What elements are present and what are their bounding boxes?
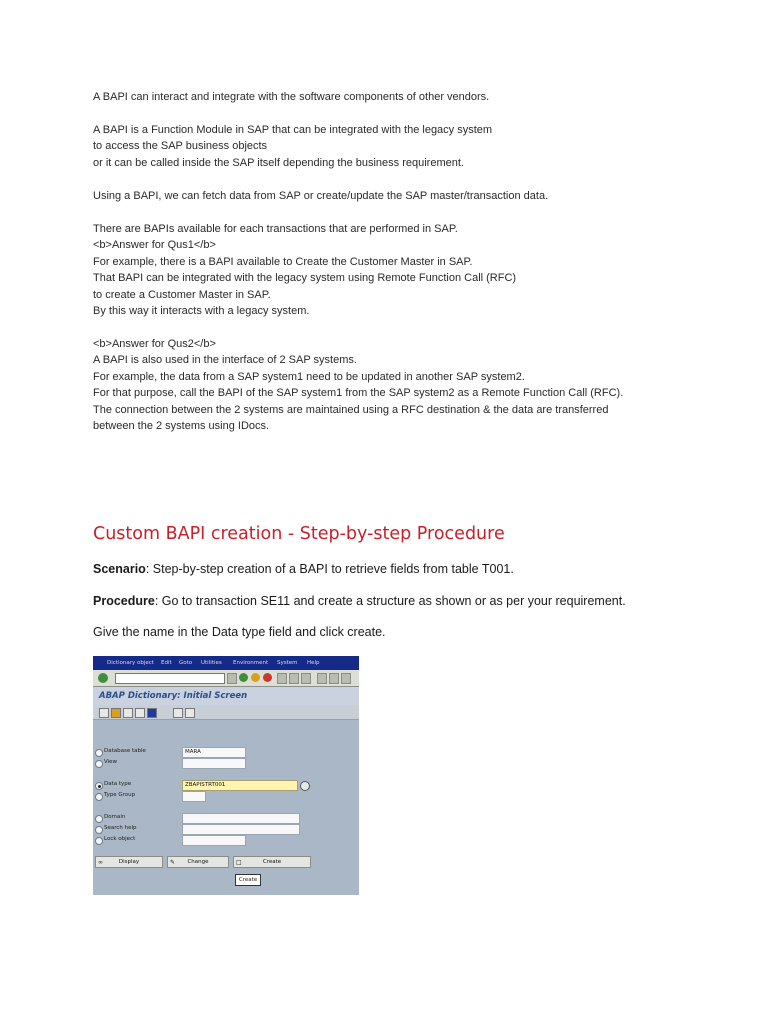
create-tooltip: Create	[235, 874, 261, 886]
previous-page-icon[interactable]	[329, 673, 339, 684]
next-page-icon[interactable]	[341, 673, 351, 684]
display-button-label: Display	[118, 859, 140, 865]
enter-icon[interactable]	[98, 673, 108, 683]
text-line: For that purpose, call the BAPI of the SAP system1 from the SAP system2 as a Remote Function Call (RFC).	[93, 387, 624, 400]
text-line: A BAPI is a Function Module in SAP that can be integrated with the legacy system	[93, 124, 493, 136]
procedure-label: Procedure	[93, 594, 155, 608]
section-heading: Custom BAPI creation - Step-by-step Procedure	[93, 524, 505, 544]
label-lock-object: Lock object	[104, 836, 136, 842]
text-line: to create a Customer Master in SAP.	[93, 288, 271, 301]
menu-help[interactable]: Help	[307, 660, 320, 666]
scenario-line	[93, 562, 514, 576]
text-line: A BAPI can interact and integrate with the software components of other vendors.	[93, 91, 490, 103]
copy-icon[interactable]	[185, 708, 195, 718]
intro-paragraph-1	[93, 89, 489, 105]
find-next-icon[interactable]	[301, 673, 311, 684]
back-icon[interactable]	[239, 673, 248, 682]
scenario-text: : Step-by-step creation of a BAPI to retrieve fields from table T001.	[145, 562, 514, 576]
radio-domain[interactable]	[95, 815, 103, 823]
save-icon[interactable]	[227, 673, 237, 684]
label-type-group: Type Group	[104, 792, 136, 798]
database-table-field[interactable]: MARA	[182, 747, 246, 758]
text-line: That BAPI can be integrated with the legacy system using Remote Function Call (RFC)	[93, 272, 517, 285]
where-used-icon[interactable]	[111, 708, 121, 718]
label-view: View	[104, 759, 118, 765]
procedure-line	[93, 594, 626, 608]
info-icon[interactable]	[147, 708, 157, 718]
sap-menu-bar	[93, 656, 359, 670]
activate-icon[interactable]	[123, 708, 133, 718]
domain-field[interactable]	[182, 813, 300, 824]
intro-paragraph-5	[93, 336, 623, 434]
text-line: or it can be called inside the SAP itself depending the business requirement.	[93, 156, 464, 169]
create-object-icon[interactable]	[300, 781, 310, 791]
view-field[interactable]	[182, 758, 246, 769]
delete-icon[interactable]	[173, 708, 183, 718]
first-page-icon[interactable]	[317, 673, 327, 684]
lock-object-field[interactable]	[182, 835, 246, 846]
exit-icon[interactable]	[251, 673, 260, 682]
text-line: between the 2 systems using IDocs.	[93, 420, 270, 433]
menu-goto[interactable]: Goto	[179, 660, 193, 666]
create-button-label: Create	[262, 859, 282, 865]
text-line: <b>Answer for Qus1</b>	[93, 239, 216, 252]
radio-search-help[interactable]	[95, 826, 103, 834]
glasses-icon: ∞	[98, 859, 103, 866]
sap-system-toolbar	[93, 670, 359, 687]
label-database-table: Database table	[104, 748, 146, 754]
instruction-line: Give the name in the Data type field and click create.	[93, 625, 386, 639]
text-line: The connection between the 2 systems are maintained using a RFC destination & the data are transferred	[93, 403, 609, 416]
procedure-text: : Go to transaction SE11 and create a structure as shown or as per your requirement.	[154, 594, 626, 608]
text-line: Using a BAPI, we can fetch data from SAP or create/update the SAP master/transaction data.	[93, 190, 549, 202]
menu-edit[interactable]: Edit	[161, 660, 172, 666]
find-icon[interactable]	[289, 673, 299, 684]
label-search-help: Search help	[104, 825, 137, 831]
print-icon[interactable]	[277, 673, 287, 684]
data-type-field[interactable]: ZBAPISTRT001	[182, 780, 298, 791]
sap-screen-title: ABAP Dictionary: Initial Screen	[93, 687, 359, 705]
menu-utilities[interactable]: Utilities	[201, 660, 222, 666]
sap-screenshot	[93, 656, 359, 895]
radio-data-type[interactable]	[95, 782, 103, 790]
change-button-label: Change	[187, 859, 209, 865]
display-button[interactable]	[95, 856, 163, 868]
label-domain: Domain	[104, 814, 126, 820]
new-document-icon: □	[236, 859, 242, 866]
text-line: By this way it interacts with a legacy system.	[93, 305, 310, 318]
cancel-icon[interactable]	[263, 673, 272, 682]
radio-type-group[interactable]	[95, 793, 103, 801]
text-line: For example, the data from a SAP system1 need to be updated in another SAP system2.	[93, 370, 525, 383]
radio-lock-object[interactable]	[95, 837, 103, 845]
radio-view[interactable]	[95, 760, 103, 768]
text-line: There are BAPIs available for each transactions that are performed in SAP.	[93, 223, 458, 235]
intro-paragraph-2	[93, 122, 492, 171]
text-line: A BAPI is also used in the interface of 2 SAP systems.	[93, 354, 357, 367]
menu-system[interactable]: System	[277, 660, 298, 666]
menu-dictionary-object[interactable]: Dictionary object	[107, 660, 154, 666]
text-line: to access the SAP business objects	[93, 140, 268, 153]
type-group-field[interactable]	[182, 791, 206, 802]
sap-application-toolbar	[93, 705, 359, 720]
text-line: For example, there is a BAPI available to Create the Customer Master in SAP.	[93, 255, 473, 268]
command-field[interactable]	[115, 673, 225, 684]
label-data-type: Data type	[104, 781, 132, 787]
menu-environment[interactable]: Environment	[233, 660, 269, 666]
scenario-label: Scenario	[93, 562, 146, 576]
create-button[interactable]	[233, 856, 311, 868]
intro-paragraph-4	[93, 221, 516, 319]
radio-database-table[interactable]	[95, 749, 103, 757]
hierarchy-icon[interactable]	[135, 708, 145, 718]
text-line: <b>Answer for Qus2</b>	[93, 338, 216, 350]
other-object-icon[interactable]	[99, 708, 109, 718]
search-help-field[interactable]	[182, 824, 300, 835]
change-button[interactable]	[167, 856, 229, 868]
pencil-icon: ✎	[170, 859, 176, 866]
intro-paragraph-3	[93, 188, 548, 204]
